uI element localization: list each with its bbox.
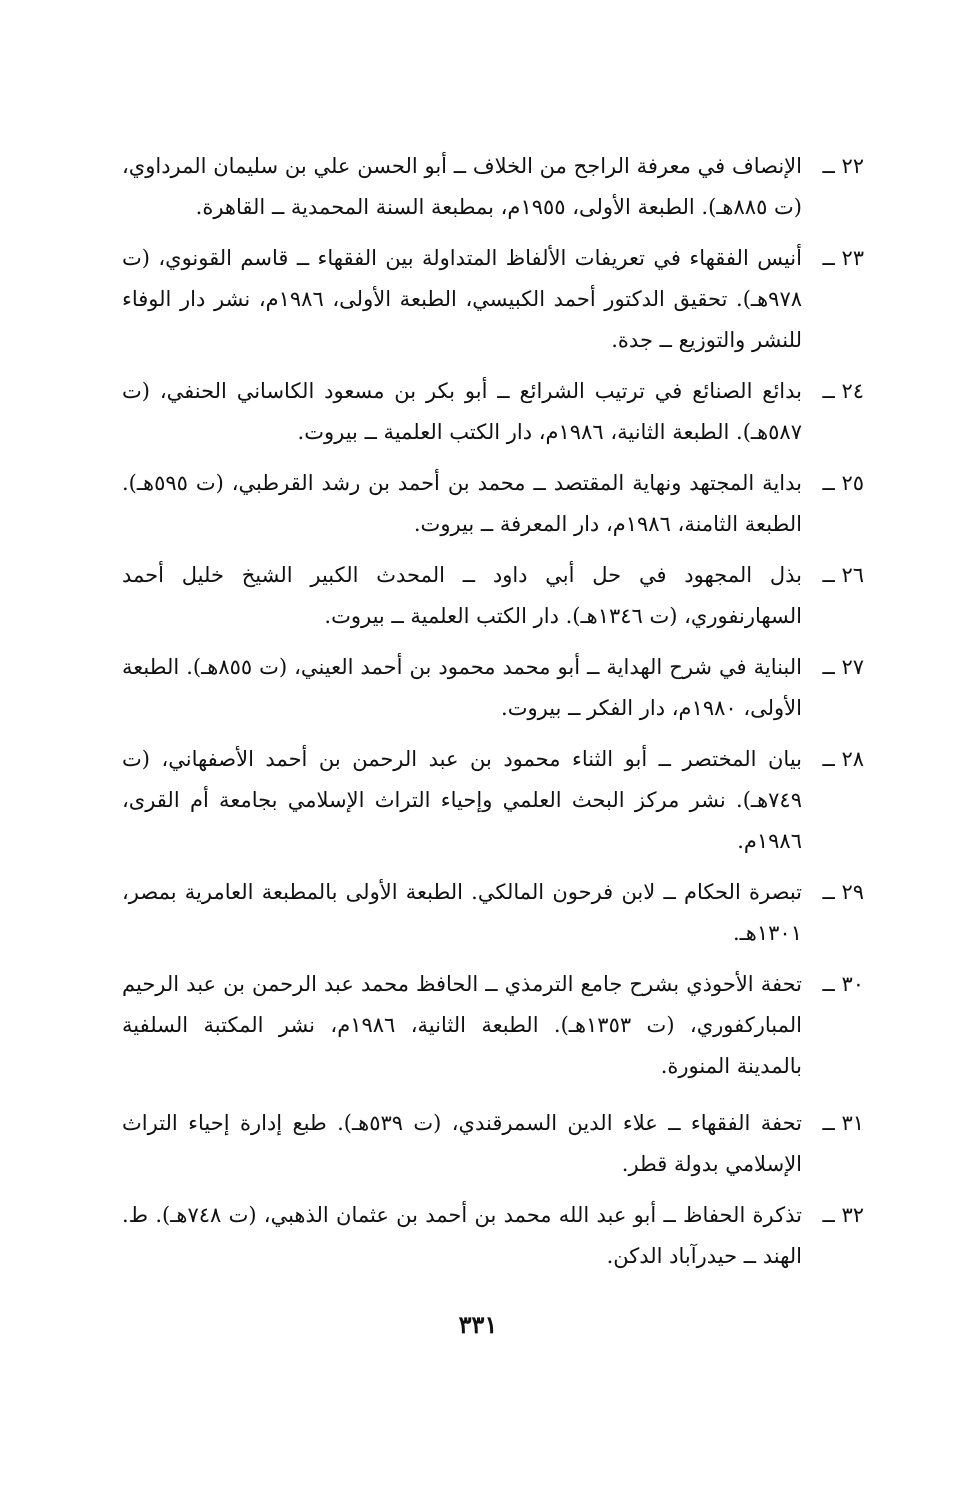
entry-number: ٢٣ ــ <box>822 246 864 270</box>
bibliography-list <box>122 146 864 1287</box>
entry-text: تبصرة الحكام ــ لابن فرحون المالكي. الطبعة الأولى بالمطبعة العامرية بمصر، ١٣٠١هـ. <box>122 880 802 945</box>
entry-text: أنيس الفقهاء في تعريفات الألفاظ المتداولة بين الفقهاء ــ قاسم القونوي، (ت ٩٧٨هـ). تحقيق الدكتور أحمد الكبيسي، الطبعة الأولى، ١٩٨٦م، نشر دار الوفاء للنشر والتوزيع ــ جدة. <box>122 246 803 352</box>
entry-number: ٣٢ ــ <box>822 1203 864 1227</box>
entry-number: ٢٤ ــ <box>822 379 864 403</box>
bibliography-entry-24 <box>122 371 864 453</box>
bibliography-entry-32 <box>122 1195 864 1277</box>
entry-text: تذكرة الحفاظ ــ أبو عبد الله محمد بن أحمد بن عثمان الذهبي، (ت ٧٤٨هـ). ط. الهند ــ حيدرآباد الدكن. <box>122 1203 802 1268</box>
entry-text: بدائع الصنائع في ترتيب الشرائع ــ أبو بكر بن مسعود الكاساني الحنفي، (ت ٥٨٧هـ). الطبعة الثانية، ١٩٨٦م، دار الكتب العلمية ــ بيروت. <box>122 379 802 444</box>
entry-number: ٢٩ ــ <box>822 880 864 904</box>
entry-text: بذل المجهود في حل أبي داود ــ المحدث الكبير الشيخ خليل أحمد السهارنفوري، (ت ١٣٤٦هـ). دار الكتب العلمية ــ بيروت. <box>122 563 802 628</box>
entry-number: ٣١ ــ <box>822 1111 864 1135</box>
entry-number: ٢٥ ــ <box>822 471 864 495</box>
page-number: ٣٣١ <box>458 1310 498 1339</box>
entry-number: ٣٠ ــ <box>822 972 864 996</box>
entry-text: البناية في شرح الهداية ــ أبو محمد محمود بن أحمد العيني، (ت ٨٥٥هـ). الطبعة الأولى، ١٩٨٠م، دار الفكر ــ بيروت. <box>122 655 802 720</box>
bibliography-entry-31 <box>122 1103 864 1185</box>
bibliography-entry-27 <box>122 647 864 729</box>
bibliography-entry-30 <box>122 964 864 1087</box>
entry-text: تحفة الفقهاء ــ علاء الدين السمرقندي، (ت ٥٣٩هـ). طبع إدارة إحياء التراث الإسلامي بدولة قطر. <box>122 1111 802 1176</box>
entry-text: تحفة الأحوذي بشرح جامع الترمذي ــ الحافظ محمد عبد الرحمن بن عبد الرحيم المباركفوري، (ت ١٣٥٣هـ). الطبعة الثانية، ١٩٨٦م، نشر المكتبة السلفية بالمدينة المنورة. <box>122 972 803 1078</box>
bibliography-entry-23 <box>122 238 864 361</box>
bibliography-entry-22 <box>122 146 864 228</box>
bibliography-entry-28 <box>122 739 864 862</box>
entry-number: ٢٢ ــ <box>822 154 864 178</box>
entry-text: الإنصاف في معرفة الراجح من الخلاف ــ أبو الحسن علي بن سليمان المرداوي، (ت ٨٨٥هـ). الطبعة الأولى، ١٩٥٥م، بمطبعة السنة المحمدية ــ القاهرة. <box>122 154 802 219</box>
entry-number: ٢٦ ــ <box>822 563 864 587</box>
bibliography-entry-25 <box>122 463 864 545</box>
entry-number: ٢٨ ــ <box>822 747 864 771</box>
bibliography-entry-29 <box>122 872 864 954</box>
entry-number: ٢٧ ــ <box>822 655 864 679</box>
entry-text: بيان المختصر ــ أبو الثناء محمود بن عبد الرحمن بن أحمد الأصفهاني، (ت ٧٤٩هـ). نشر مركز البحث العلمي وإحياء التراث الإسلامي بجامعة أم القرى، ١٩٨٦م. <box>122 747 802 853</box>
bibliography-entry-26 <box>122 555 864 637</box>
entry-text: بداية المجتهد ونهاية المقتصد ــ محمد بن أحمد بن رشد القرطبي، (ت ٥٩٥هـ). الطبعة الثامنة، ١٩٨٦م، دار المعرفة ــ بيروت. <box>122 471 802 536</box>
